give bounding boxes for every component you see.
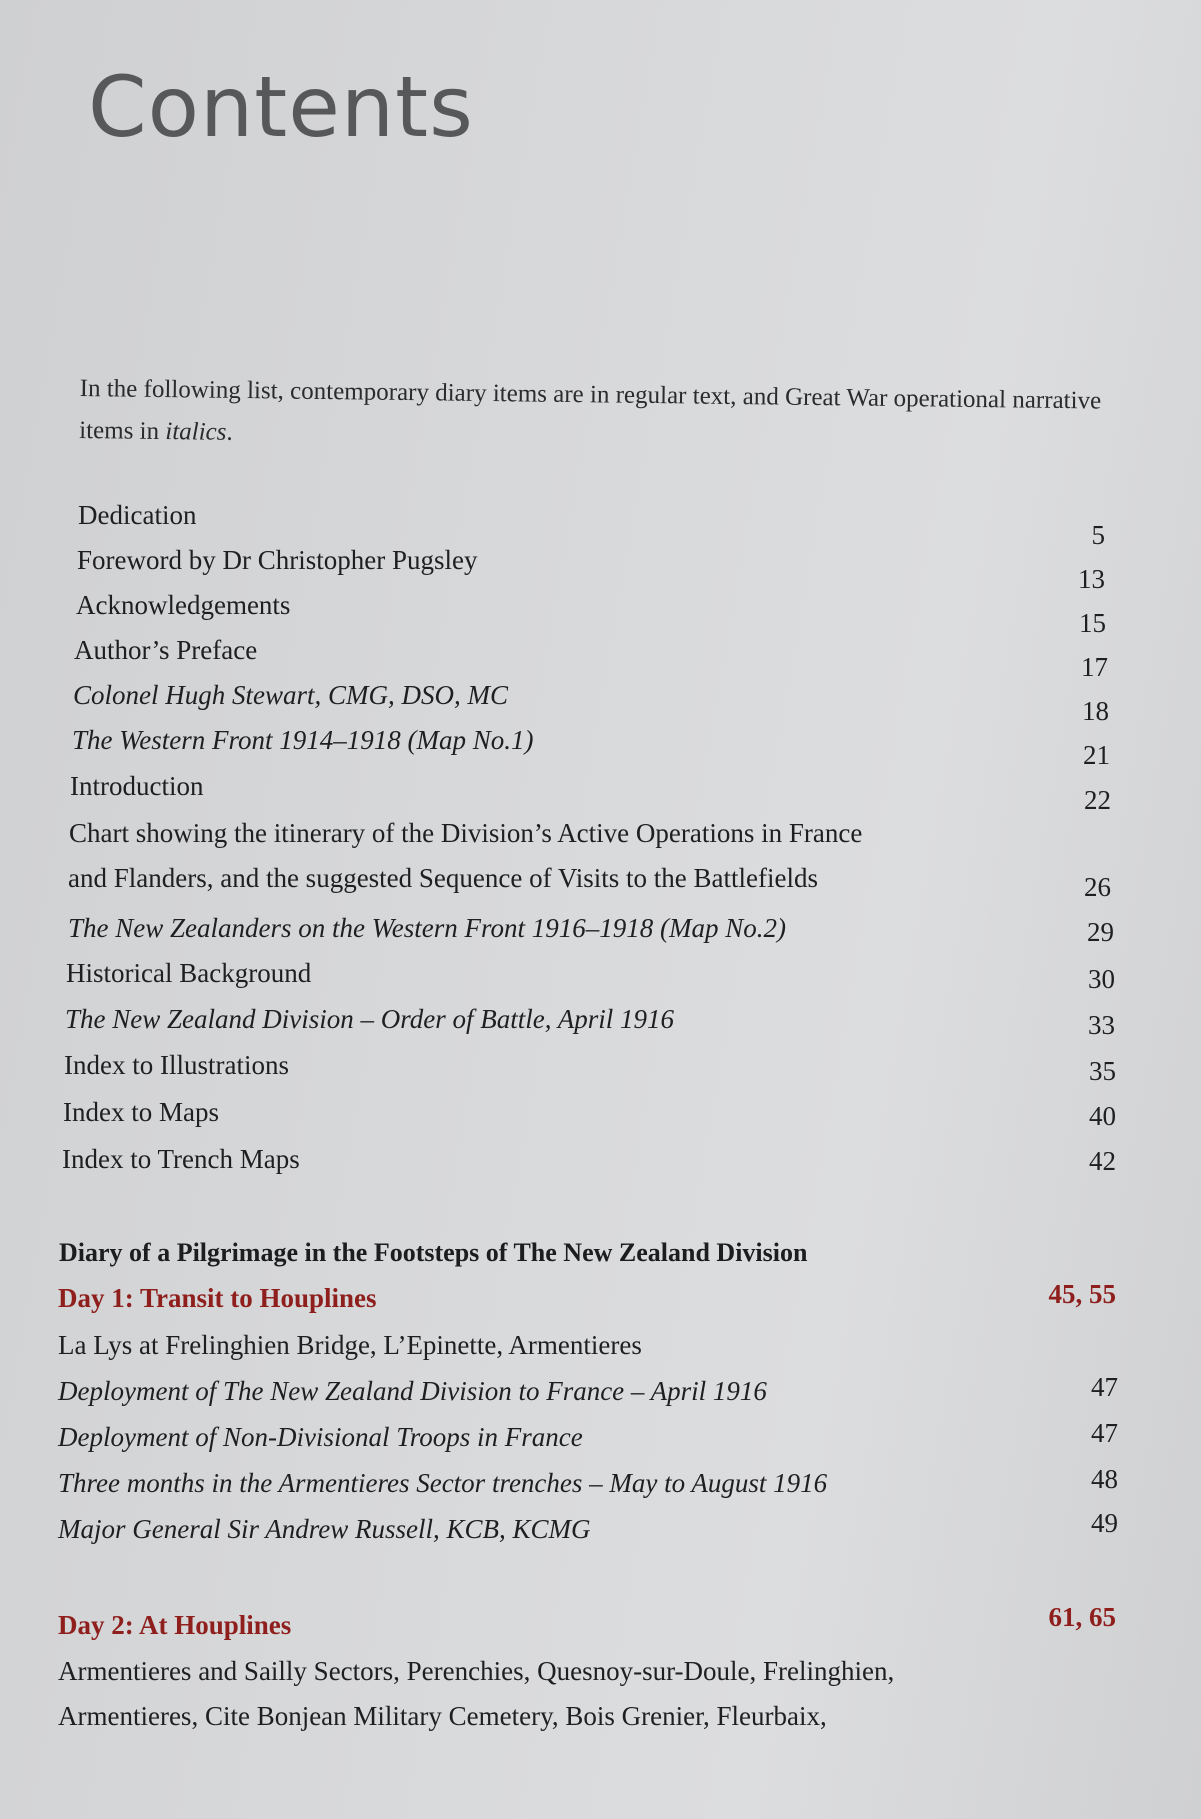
toc-entry-label: Author’s Preface — [74, 635, 258, 665]
toc-entry — [77, 545, 1105, 594]
toc-entry-label: Dedication — [78, 500, 197, 530]
intro-italic-word: italics — [165, 418, 227, 446]
toc-entry-page: 26 — [1084, 872, 1111, 902]
toc-entry — [58, 1418, 1118, 1462]
toc-entry-page: 29 — [1087, 917, 1114, 947]
toc-entry-page: 30 — [1088, 964, 1115, 994]
diary-heading: Diary of a Pilgrimage in the Footsteps of The New Zealand Division — [59, 1238, 808, 1267]
toc-entry-label: Index to Illustrations — [64, 1050, 289, 1080]
toc-entry — [58, 1464, 1118, 1508]
toc-entry-page: 15 — [1079, 608, 1106, 638]
toc-entry-label: Index to Maps — [63, 1097, 219, 1127]
toc-entry-label: Colonel Hugh Stewart, CMG, DSO, MC — [73, 680, 508, 710]
toc-entry — [65, 1004, 1115, 1044]
toc-entry-label: Major General Sir Andrew Russell, KCB, KCMG — [58, 1514, 591, 1544]
day-1-heading-row — [58, 1279, 1116, 1323]
toc-entry-label-line2: and Flanders, and the suggested Sequence of Visits to the Battlefields — [68, 863, 818, 893]
day-2-title: Day 2: At Houplines — [58, 1610, 292, 1640]
toc-entry — [66, 958, 1115, 998]
toc-entry-label-line1: Chart showing the itinerary of the Division’s Active Operations in France — [69, 818, 863, 848]
toc-entry-label: The Western Front 1914–1918 (Map No.1) — [72, 725, 534, 755]
toc-entry-label: The New Zealanders on the Western Front 1916–1918 (Map No.2) — [68, 913, 786, 943]
toc-entry — [76, 590, 1106, 638]
intro-paragraph — [79, 368, 1140, 465]
toc-entry-label: Acknowledgements — [76, 590, 291, 620]
toc-entry — [62, 1144, 1116, 1184]
toc-entry-page: 48 — [1091, 1464, 1118, 1494]
toc-entry-page: 49 — [1091, 1508, 1118, 1538]
intro-text: In the following list, contemporary diary items are in regular text, and Great War operational narrative items in — [79, 374, 1102, 446]
toc-entry — [64, 1050, 1116, 1090]
toc-entry-page: 35 — [1089, 1056, 1116, 1086]
toc-entry — [72, 725, 1110, 770]
toc-entry-page: 13 — [1078, 564, 1105, 594]
toc-entry — [70, 771, 1111, 815]
toc-entry-page: 42 — [1089, 1146, 1116, 1176]
toc-entry-page: 22 — [1084, 785, 1111, 815]
toc-entry-label: The New Zealand Division – Order of Battle, April 1916 — [65, 1004, 674, 1034]
toc-entry-page: 40 — [1089, 1101, 1116, 1131]
toc-entry — [58, 1508, 1118, 1554]
toc-entry-page: 47 — [1091, 1372, 1118, 1402]
day-1-description: La Lys at Frelinghien Bridge, L’Epinette, Armentieres — [58, 1330, 642, 1360]
toc-entry-page: 5 — [1091, 520, 1105, 550]
intro-text-end: . — [226, 418, 233, 446]
toc-entry-label: Deployment of Non-Divisional Troops in France — [58, 1422, 583, 1452]
toc-entry — [58, 1372, 1118, 1416]
toc-entry-page: 47 — [1091, 1418, 1118, 1448]
day-2-heading-row — [58, 1602, 1116, 1650]
toc-entry-label: Deployment of The New Zealand Division to France – April 1916 — [58, 1376, 767, 1406]
toc-entry-page: 21 — [1083, 740, 1110, 770]
toc-entry-label: Introduction — [70, 771, 204, 801]
toc-entry — [74, 635, 1108, 682]
toc-entry-label: Three months in the Armentieres Sector trenches – May to August 1916 — [58, 1468, 828, 1498]
toc-entry — [63, 1097, 1116, 1137]
day-2-description-line2: Armentieres, Cite Bonjean Military Cemetery, Bois Grenier, Fleurbaix, — [58, 1701, 827, 1731]
toc-entry-page: 17 — [1081, 652, 1108, 682]
toc-entry-page: 33 — [1088, 1010, 1115, 1040]
toc-entry-label: Historical Background — [66, 958, 312, 988]
toc-entry-label: Index to Trench Maps — [62, 1144, 300, 1174]
day-1-title: Day 1: Transit to Houplines — [58, 1283, 377, 1313]
toc-entry — [69, 818, 1111, 908]
toc-entry-page: 18 — [1082, 696, 1109, 726]
page-title: Contents — [88, 58, 474, 156]
day-2-pages: 61, 65 — [1048, 1602, 1116, 1632]
day-1-pages: 45, 55 — [1048, 1279, 1116, 1309]
toc-entry-label: Foreword by Dr Christopher Pugsley — [77, 545, 478, 575]
toc-entry — [68, 913, 1114, 953]
day-2-description-line1: Armentieres and Sailly Sectors, Perenchies, Quesnoy-sur-Doule, Frelinghien, — [58, 1656, 895, 1686]
toc-entry — [78, 500, 1105, 550]
toc-entry — [73, 680, 1109, 726]
